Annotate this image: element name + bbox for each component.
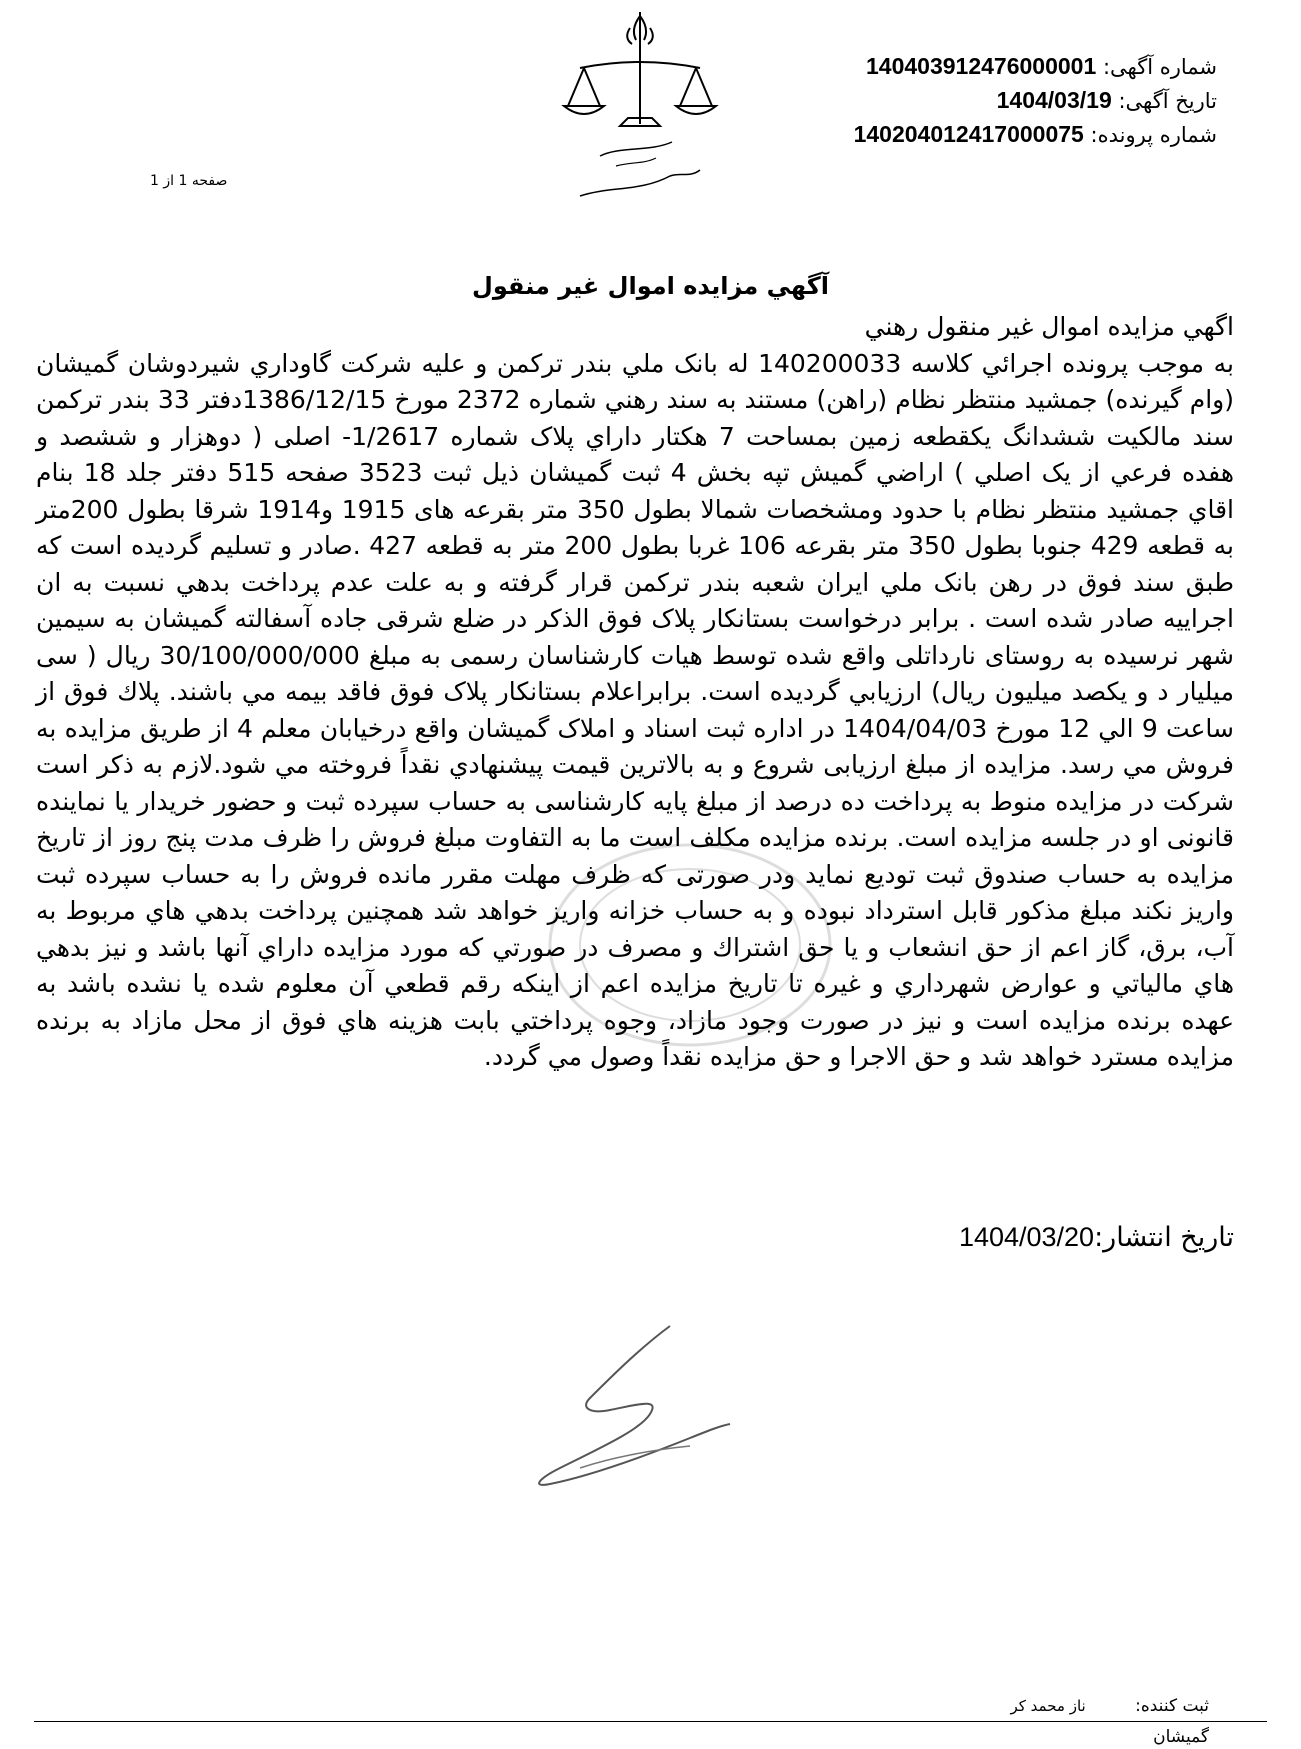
case-number: 140204012417000075	[853, 121, 1084, 147]
notice-date: 1404/03/19	[996, 87, 1112, 113]
signature-icon	[520, 1318, 740, 1498]
case-number-label: شماره پرونده:	[1090, 123, 1217, 147]
publication-date-label: تاریخ انتشار:	[1094, 1222, 1234, 1253]
registrar-line	[1011, 1696, 1210, 1716]
publication-date: 1404/03/20	[958, 1222, 1095, 1252]
notice-number-row	[854, 50, 1217, 84]
page-indicator: صفحه 1 از 1	[150, 173, 228, 189]
notice-date-row	[854, 84, 1217, 118]
document-title: آگهي مزايده اموال غير منقول	[472, 272, 829, 300]
footer-divider	[34, 1721, 1267, 1722]
watermark-seal-icon	[540, 830, 840, 1060]
notice-number-label: شماره آگهی:	[1102, 55, 1217, 79]
judiciary-emblem-icon	[560, 6, 720, 218]
notice-date-label: تاریخ آگهی:	[1118, 89, 1217, 113]
notice-subtitle: اگهي مزايده اموال غير منقول رهني	[864, 312, 1234, 341]
publication-date-line	[959, 1222, 1234, 1253]
city-name: گميشان	[1153, 1727, 1209, 1747]
notice-number: 140403912476000001	[866, 53, 1097, 79]
case-number-row	[854, 118, 1217, 152]
notice-paragraph: به موجب پرونده اجرائي كلاسه 140200033 له بانک ملي بندر ترکمن و عليه شرکت گاوداري شيردوشان گميشان (وام گيرنده) جمشيد منتظر نظام (راهن) مستند به سند رهني شماره 2372 مورخ 1386/12/15دفتر 33 بندر ترکمن سند مالکيت ششدانگ يکقطعه زمين بمساحت 7 هکتار داراي پلاک شماره 1/2617- اصلی ( دوهزار و ششصد و هفده فرعي از يک اصلي ) اراضي گميش تپه بخش 4 ثبت گميشان ذيل ثبت 3523 صفحه 515 دفتر جلد 18 بنام اقاي جمشيد منتظر نظام با حدود ومشخصات شمالا بطول 350 متر بقرعه های 1915 و1914 شرقا بطول 200متر به قطعه 429 جنوبا بطول 350 متر بقرعه 106 غربا بطول 200 متر به قطعه 427 .صادر و تسليم گرديده است که طبق سند فوق در رهن بانک ملي ايران شعبه بندر ترکمن قرار گرفته و به علت عدم پرداخت بدهي نسبت به ان اجراييه صادر شده است . برابر درخواست بستانکار پلاک فوق الذکر در ضلع شرقی جاده آسفالته گمیشان به سیمین شهر نرسیده به روستای نارداتلی واقع شده توسط هیات کارشناسان رسمی به مبلغ 30/100/000/000 ريال ( سی میلیار د و یکصد میلیون ریال) ارزيابي گرديده است. برابراعلام بستانکار پلاک فوق فاقد بيمه مي باشند. پلاك فوق از ساعت 9 الي 12 مورخ 1404/04/03 در اداره ثبت اسناد و املاک گمیشان واقع درخیابان معلم 4 از طريق مزايده به فروش مي رسد. مزايده از مبلغ ارزيابی شروع و به بالاترين قيمت پيشنهادي نقداً فروخته مي شود.لازم به ذكر است شركت در مزايده منوط به پرداخت ده درصد از مبلغ پايه كارشناسی به حساب سپرده ثبت و حضور خريدار يا نماينده قانونی او در جلسه مزايده است. برنده مزايده مكلف است ما به التفاوت مبلغ فروش را ظرف مدت پنج روز از تاريخ مزايده به حساب صندوق ثبت توديع نمايد ودر صورتی كه ظرف مهلت مقرر مانده فروش را به حساب سپرده ثبت واريز نكند مبلغ مذكور قابل استرداد نبوده و به حساب خزانه واريز خواهد شد همچنين پرداخت بدهي هاي مربوط به آب، برق، گاز اعم از حق انشعاب و يا حق اشتراك و مصرف در صورتي كه مورد مزايده داراي آنها باشد و نيز بدهي هاي مالياتي و عوارض شهرداري و غيره تا تاريخ مزايده اعم از اينكه رقم قطعي آن معلوم شده يا نشده باشد به عهده برنده مزايده است و نيز در صورت وجود مازاد، وجوه پرداختي بابت هزينه هاي فوق از محل مازاد به برنده مزايده مسترد خواهد شد و حق الاجرا و حق مزايده نقداً وصول مي گردد.	[36, 348, 1235, 1071]
registrar-label: ثبت کننده:	[1135, 1696, 1209, 1716]
notice-metadata	[854, 50, 1217, 152]
registrar-name: ناز محمد کر	[1010, 1697, 1086, 1715]
